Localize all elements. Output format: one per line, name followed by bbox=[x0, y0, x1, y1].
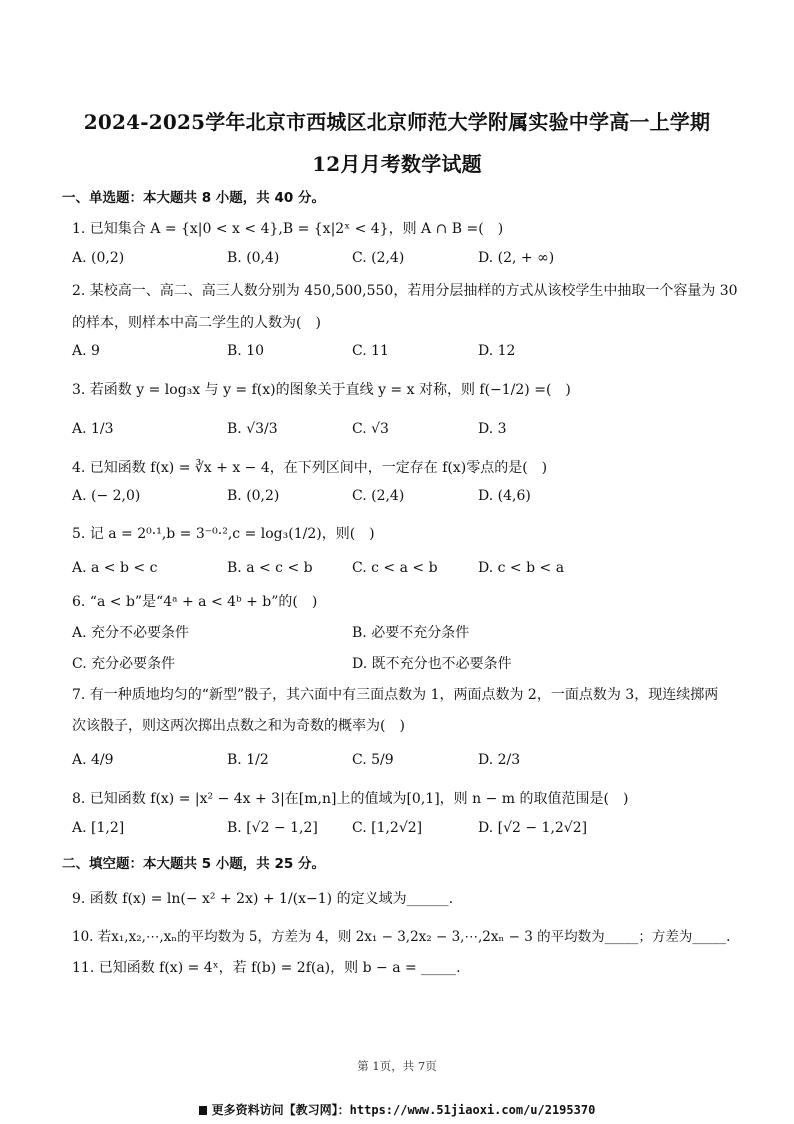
question-4-stem: 4. 已知函数 f(x) = ∛x + x − 4，在下列区间中，一定存在 f(x)零点的是( ) bbox=[72, 460, 548, 476]
q5-option-a: A. a < b < c bbox=[72, 560, 158, 576]
q6-option-d: D. 既不充分也不必要条件 bbox=[352, 656, 512, 672]
question-9-stem: 9. 函数 f(x) = ln(− x² + 2x) + 1/(x−1) 的定义域为______. bbox=[72, 891, 454, 907]
q7-option-a: A. 4/9 bbox=[72, 752, 114, 768]
q6-option-b: B. 必要不充分条件 bbox=[352, 625, 470, 641]
q1-option-c: C. (2,4) bbox=[352, 250, 405, 266]
q7-option-b: B. 1/2 bbox=[227, 752, 269, 768]
q5-option-b: B. a < c < b bbox=[227, 560, 313, 576]
q8-option-d: D. [√2 − 1,2√2] bbox=[478, 820, 588, 836]
section-heading-fill-in: 二、填空题：本大题共 5 小题，共 25 分。 bbox=[62, 856, 325, 872]
q5-option-c: C. c < a < b bbox=[352, 560, 438, 576]
q2-option-a: A. 9 bbox=[72, 343, 100, 359]
q2-option-d: D. 12 bbox=[478, 343, 516, 359]
q2-option-b: B. 10 bbox=[227, 343, 265, 359]
question-5-stem: 5. 记 a = 2⁰·¹,b = 3⁻⁰·²,c = log₃(1/2)，则( ) bbox=[72, 526, 375, 542]
q8-option-a: A. [1,2] bbox=[72, 820, 125, 836]
q3-option-d: D. 3 bbox=[478, 421, 507, 437]
question-11-stem: 11. 已知函数 f(x) = 4ˣ，若 f(b) = 2f(a)，则 b − a = _____. bbox=[72, 960, 461, 976]
q7-option-c: C. 5/9 bbox=[352, 752, 394, 768]
promo-banner bbox=[0, 1101, 794, 1118]
q8-option-b: B. [√2 − 1,2] bbox=[227, 820, 318, 836]
q1-option-a: A. (0,2) bbox=[72, 250, 125, 266]
question-10-stem: 10. 若x₁,x₂,⋯,xₙ的平均数为 5，方差为 4，则 2x₁ − 3,2x₂ − 3,⋯,2xₙ − 3 的平均数为_____；方差为_____. bbox=[72, 929, 731, 945]
q8-option-c: C. [1,2√2] bbox=[352, 820, 423, 836]
q4-option-c: C. (2,4) bbox=[352, 488, 405, 504]
q3-option-c: C. √3 bbox=[352, 421, 389, 437]
q1-option-d: D. (2, + ∞) bbox=[478, 250, 555, 266]
q5-option-d: D. c < b < a bbox=[478, 560, 565, 576]
q3-option-b: B. √3/3 bbox=[227, 421, 278, 437]
section-heading-single-choice: 一、单选题：本大题共 8 小题，共 40 分。 bbox=[62, 190, 325, 206]
question-2-stem-line2: 的样本，则样本中高二学生的人数为( ) bbox=[72, 315, 321, 331]
question-1-stem: 1. 已知集合 A = {x|0 < x < 4},B = {x|2ˣ < 4}，则 A ∩ B =( ) bbox=[72, 221, 504, 237]
question-3-stem: 3. 若函数 y = log₃x 与 y = f(x)的图象关于直线 y = x 对称，则 f(−1/2) =( ) bbox=[72, 382, 571, 398]
question-2-stem-line1: 2. 某校高一、高二、高三人数分别为 450,500,550，若用分层抽样的方式从该校学生中抽取一个容量为 30 bbox=[72, 283, 738, 299]
q6-option-c: C. 充分必要条件 bbox=[72, 656, 176, 672]
question-8-stem: 8. 已知函数 f(x) = |x² − 4x + 3|在[m,n]上的值域为[0,1]，则 n − m 的取值范围是( ) bbox=[72, 791, 629, 807]
q4-option-b: B. (0,2) bbox=[227, 488, 280, 504]
q1-option-b: B. (0,4) bbox=[227, 250, 280, 266]
q6-option-a: A. 充分不必要条件 bbox=[72, 625, 190, 641]
q2-option-c: C. 11 bbox=[352, 343, 389, 359]
q3-option-a: A. 1/3 bbox=[72, 421, 114, 437]
question-6-stem: 6. “a < b”是“4ᵃ + a < 4ᵇ + b”的( ) bbox=[72, 594, 318, 610]
flag-icon bbox=[199, 1106, 207, 1115]
document-title-line2: 12月月考数学试题 bbox=[312, 152, 482, 176]
page-number: 第 1页，共 7页 bbox=[357, 1059, 437, 1073]
document-title-line1: 2024-2025学年北京市西城区北京师范大学附属实验中学高一上学期 bbox=[83, 110, 711, 134]
q4-option-a: A. (− 2,0) bbox=[72, 488, 141, 504]
question-7-stem-line1: 7. 有一种质地均匀的“新型”骰子，其六面中有三面点数为 1，两面点数为 2，一面点数为 3，现连续掷两 bbox=[72, 687, 719, 703]
question-7-stem-line2: 次该骰子，则这两次掷出点数之和为奇数的概率为( ) bbox=[72, 718, 405, 734]
promo-banner-text[interactable]: 更多资料访问【教习网】：https://www.51jiaoxi.com/u/2195370 bbox=[211, 1103, 596, 1117]
q7-option-d: D. 2/3 bbox=[478, 752, 521, 768]
q4-option-d: D. (4,6) bbox=[478, 488, 531, 504]
